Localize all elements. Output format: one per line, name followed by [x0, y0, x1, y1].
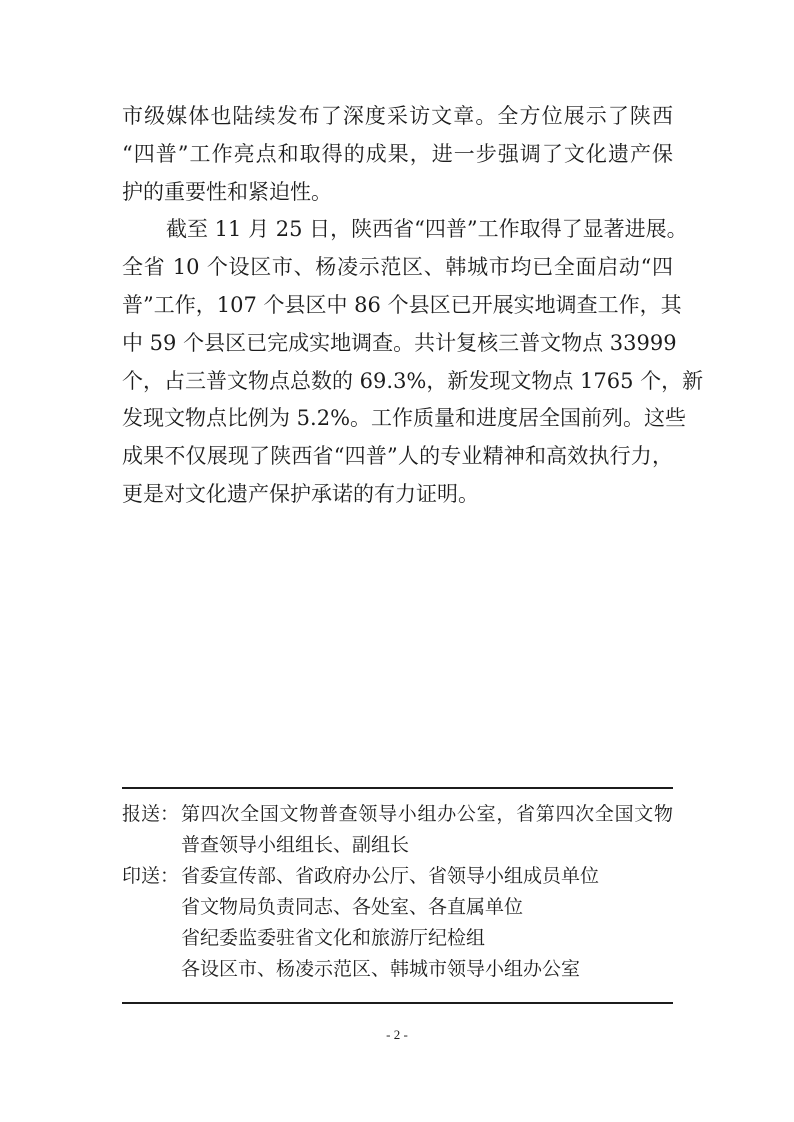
- text-line: 中 59 个县区已完成实地调查。共计复核三普文物点 33999: [122, 330, 677, 355]
- text-line: 个，占三普文物点总数的 69.3%，新发现文物点 1765 个，新: [122, 368, 704, 393]
- distribution-bottom-rule: [122, 1002, 673, 1004]
- text-line: 市级媒体也陆续发布了深度采访文章。全方位展示了陕西: [122, 104, 673, 128]
- copy-to-line: 省纪委监委驻省文化和旅游厅纪检组: [181, 927, 486, 949]
- distribution-top-rule: [122, 787, 673, 789]
- text-line: 成果不仅展现了陕西省“四普”人的专业精神和高效执行力，: [122, 444, 673, 469]
- copy-to-line: 省文物局负责同志、各处室、各直属单位: [181, 896, 524, 918]
- text-line: “四普”工作亮点和取得的成果，进一步强调了文化遗产保: [122, 141, 673, 166]
- text-line: 护的重要性和紧迫性。: [122, 179, 332, 204]
- paragraph-1: [122, 98, 673, 211]
- copy-to-line: 各设区市、杨凌示范区、韩城市领导小组办公室: [181, 958, 581, 980]
- text-line: 发现文物点比例为 5.2%。工作质量和进度居全国前列。这些: [122, 406, 687, 431]
- report-to-row: [122, 830, 673, 861]
- text-line: 截至 11 月 25 日，陕西省“四普”工作取得了显著进展。: [166, 217, 688, 242]
- report-to-line: 普查领导小组组长、副组长: [181, 834, 410, 856]
- report-to-row: [122, 799, 673, 830]
- copy-to-row: [122, 923, 673, 954]
- text-line: 更是对文化遗产保护承诺的有力证明。: [122, 481, 479, 506]
- text-line: 全省 10 个设区市、杨凌示范区、韩城市均已全面启动“四: [122, 255, 673, 280]
- distribution-block: [122, 799, 673, 985]
- page-number: - 2 -: [386, 1027, 408, 1042]
- report-to-line: 第四次全国文物普查领导小组办公室，省第四次全国文物: [181, 803, 673, 825]
- report-to-label: 报送：: [122, 803, 180, 825]
- text-line: 普”工作，107 个县区中 86 个县区已开展实地调查工作，其: [122, 292, 682, 317]
- copy-to-row: [122, 954, 673, 985]
- copy-to-row: [122, 861, 673, 892]
- paragraph-2: [122, 211, 704, 513]
- copy-to-label: 印送：: [122, 865, 180, 887]
- copy-to-line: 省委宣传部、省政府办公厅、省领导小组成员单位: [181, 865, 600, 887]
- body-text: [122, 98, 704, 514]
- copy-to-row: [122, 892, 673, 923]
